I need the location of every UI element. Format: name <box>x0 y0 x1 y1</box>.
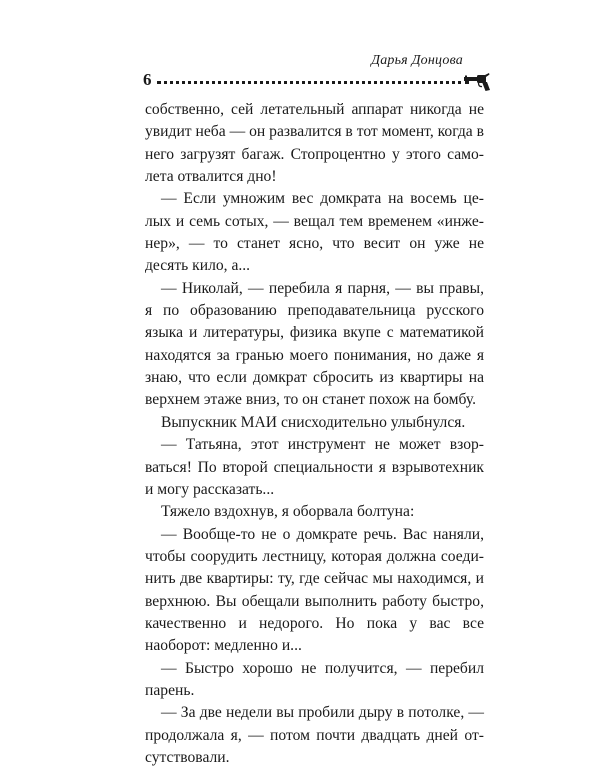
paragraph: — Быстро хорошо не получится, — перебил парень. <box>145 659 484 699</box>
page-number: 6 <box>143 70 152 89</box>
text-body <box>145 99 484 769</box>
revolver-icon <box>463 72 491 92</box>
author-name: Дарья Донцова <box>371 53 463 68</box>
running-head <box>143 52 485 92</box>
paragraph: собственно, сей летательный аппарат никогда не увидит неба — он развалится в тот момент, когда в него загрузят багаж. Стопроцентно у этого самолета отвалится дно! <box>145 101 484 186</box>
dotted-rule-divider <box>157 81 469 84</box>
paragraph: — За две недели вы пробили дыру в потолке, — продолжала я, — потом почти двадцать дней отсутствовали. <box>145 704 484 766</box>
paragraph: — Татьяна, этот инструмент не может взорваться! По второй специальности я взрывотехник и могу рассказать... <box>145 436 484 498</box>
paragraph: Тяжело вздохнув, я оборвала болтуна: <box>161 503 415 521</box>
paragraph: Выпускник МАИ снисходительно улыбнулся. <box>161 413 466 431</box>
paragraph: — Если умножим вес домкрата на восемь целых и семь сотых, — вещал тем временем «инженер», — то станет ясно, что весит он уже не десять кило, а... <box>145 190 484 275</box>
paragraph: — Вообще-то не о домкрате речь. Вас наняли, чтобы соорудить лестницу, которая должна соединить две квартиры: ту, где сейчас мы находимся, и верхнюю. Вы обещали выполнить работу быстро, качественно и недорого. Но пока у вас все наоборот: медленно и... <box>145 525 484 655</box>
paragraph: — Николай, — перебила я парня, — вы правы, я по образованию преподавательница русского языка и литературы, физика вкупе с математикой находятся за гранью моего понимания, но даже я знаю, что если домкрат сбросить из квартиры на верхнем этаже вниз, то он станет похож на бомбу. <box>145 279 484 409</box>
